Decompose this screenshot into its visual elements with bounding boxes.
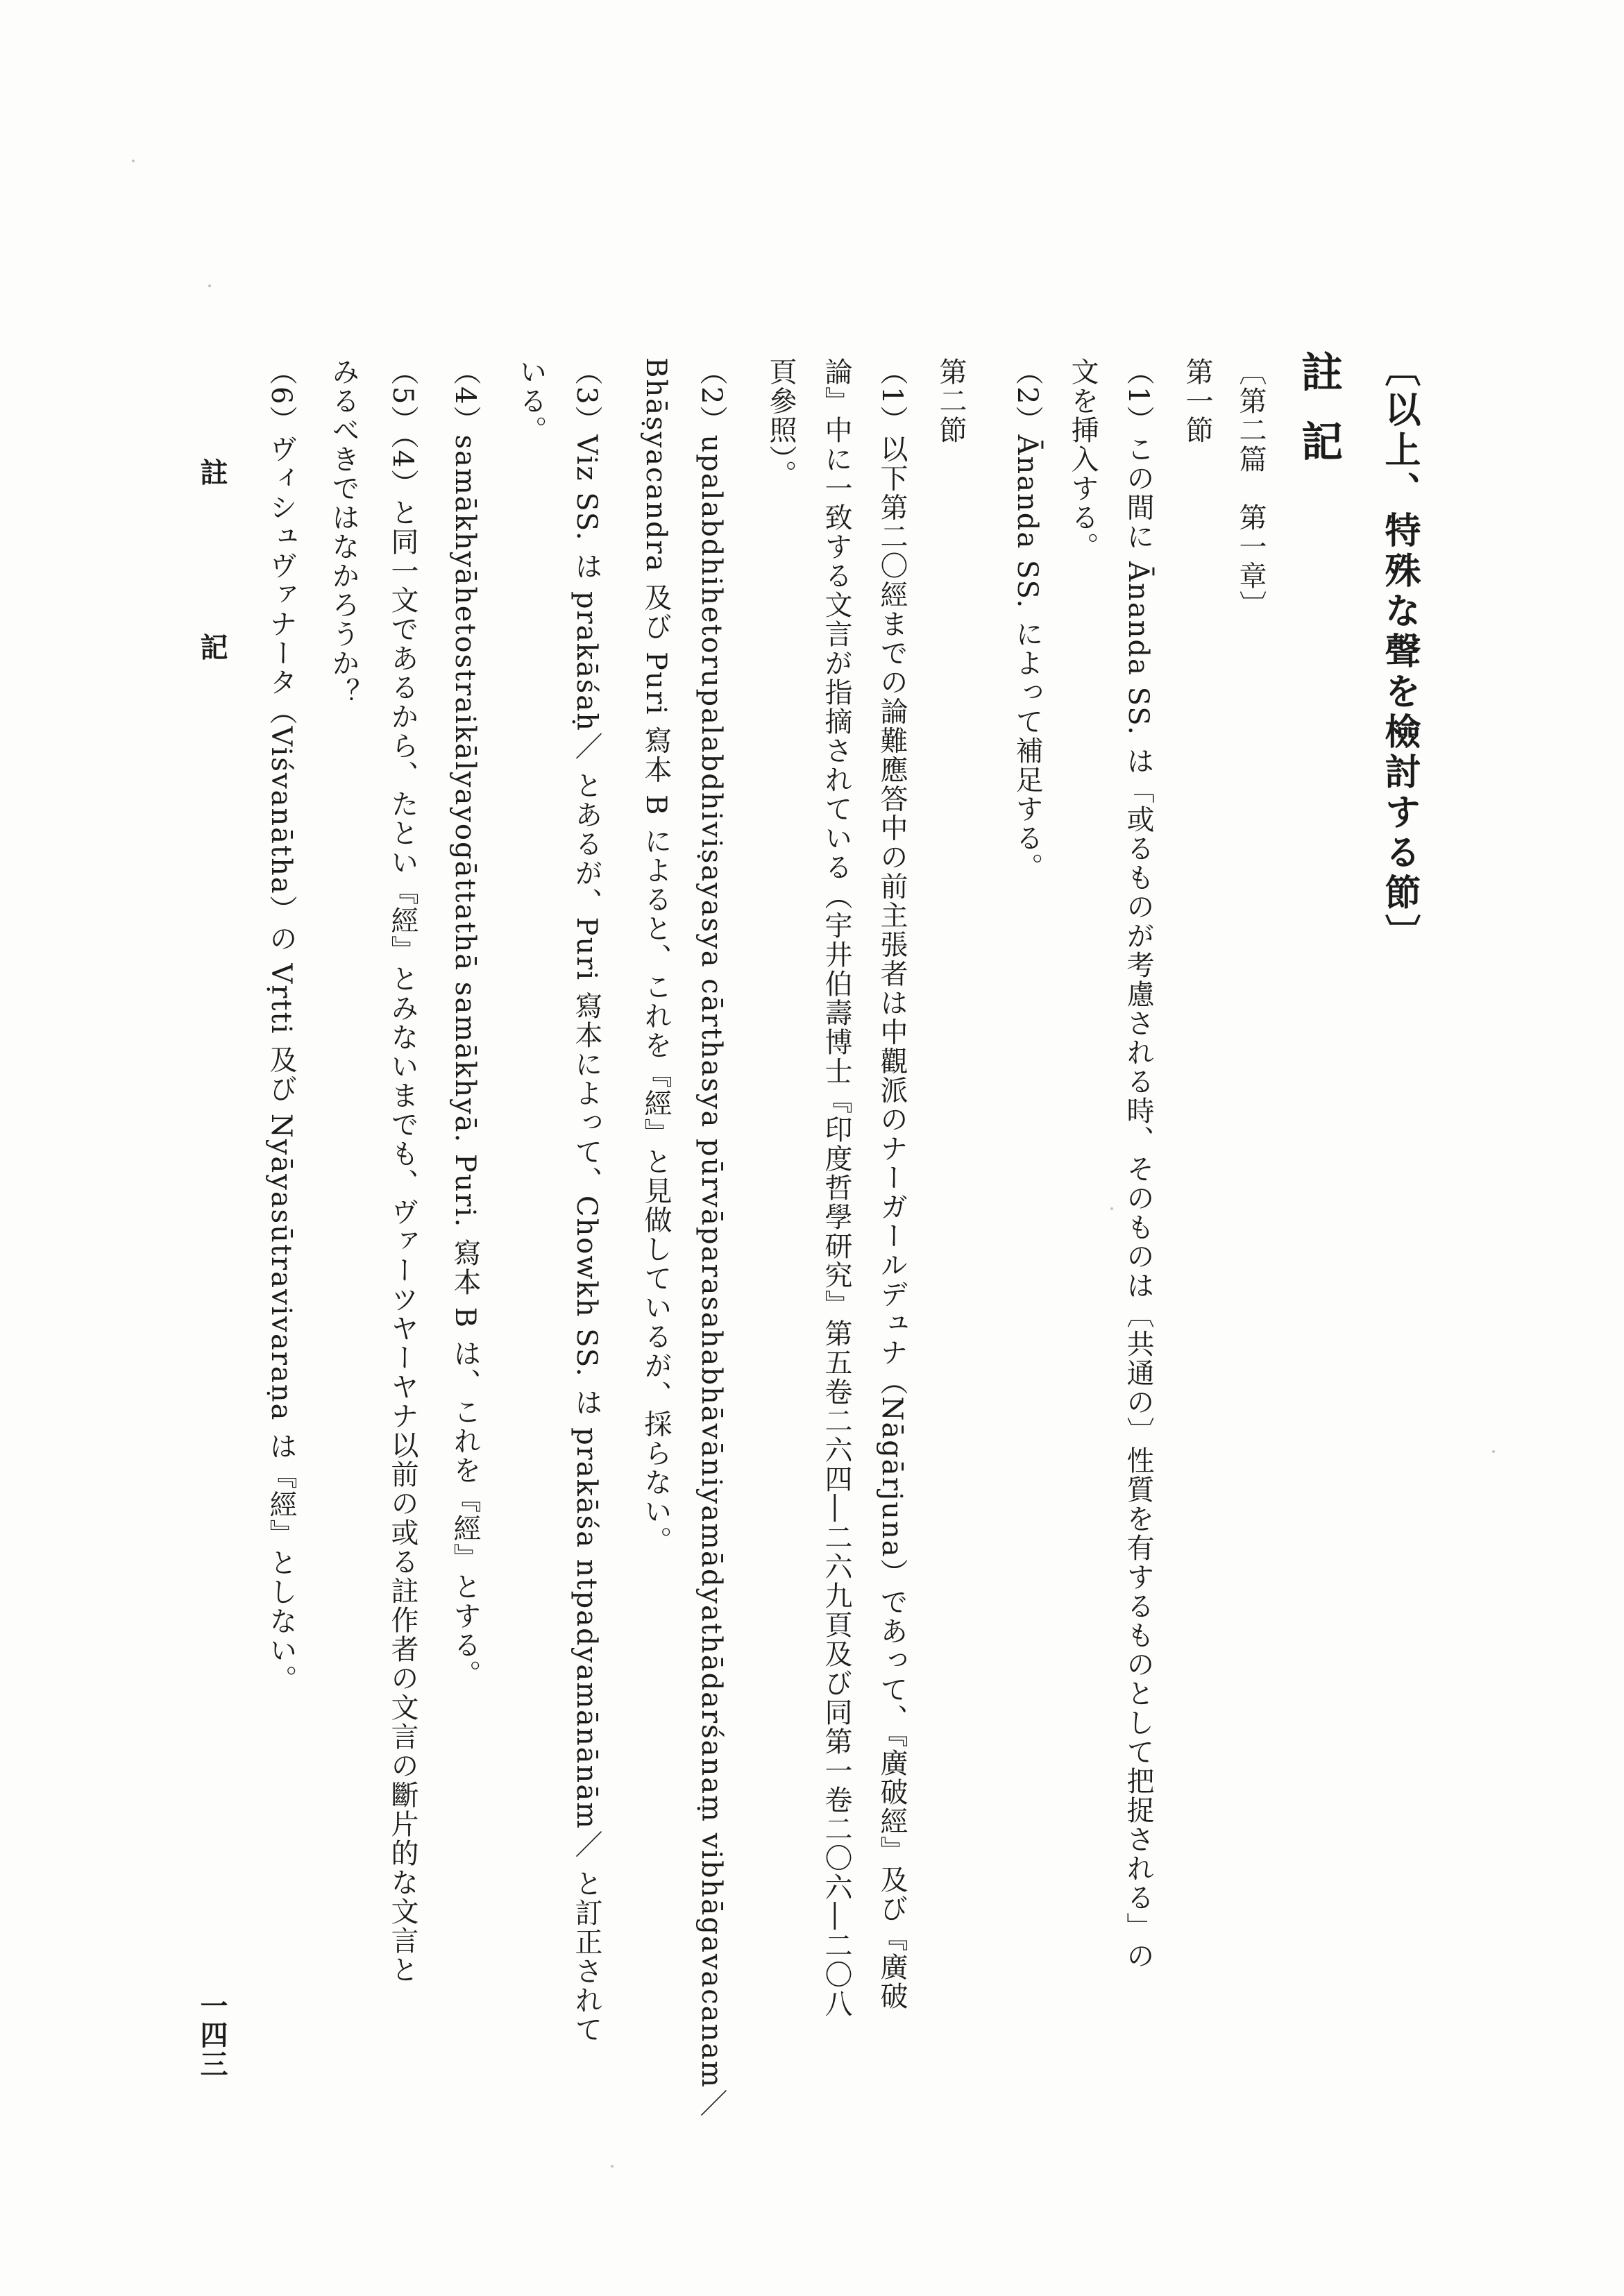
section2-note1-line1: （1）以下第二〇經までの論難應答中の前主張者は中觀派のナーガールデュナ（Nāgārjuna）であって、『廣破經』及び『廣破 — [876, 357, 908, 2011]
scan-speck — [1110, 1207, 1113, 1210]
section2-note6: （6）ヴィシュヴァナータ（Viśvanātha）の Vṛtti 及び Nyāyasūtravivaraṇa は『經』としない。 — [265, 357, 297, 1694]
running-title: 註 記 — [196, 458, 228, 662]
section1-note1-line2: 文を挿入する。 — [1067, 357, 1099, 561]
section2-note2-line1: （2）upalabdhihetorupalabdhiviṣayasya cārthasya pūrvāparasahabhāvāniyamādyathādarśanaṃ vibhāgavacanam／ — [695, 357, 727, 2118]
part-chapter-label: 〔第二篇 第一章〕 — [1235, 357, 1267, 620]
section2-note3-line2: いる。 — [515, 357, 547, 445]
section2-note5-line2: みるべきではなかろうか？ — [328, 357, 360, 707]
section2-label: 第二節 — [935, 357, 967, 445]
page-number: 一四三 — [196, 1991, 228, 2079]
section2-note1-line2: 論』中に一致する文言が指摘されている（宇井伯壽博士『印度哲學研究』第五卷二六四―二六九頁及び同第一卷二〇六―二〇八 — [820, 357, 852, 2018]
section1-label: 第一節 — [1181, 357, 1213, 445]
section2-note2-line2: Bhāṣyacandra 及び Puri 寫本 B によると、これを『經』と見做しているが、採らない。 — [640, 357, 672, 1556]
scan-speck — [132, 160, 135, 162]
scan-speck — [1492, 1450, 1495, 1453]
scan-speck — [208, 284, 211, 287]
section1-note1-line1: （1）この間に Ānanda SS. は「或るものが考慮される時、そのものは〔共通の〕性質を有するものとして把捉される」の — [1122, 357, 1154, 1971]
scan-speck — [611, 2165, 614, 2168]
section2-note4: （4）samākhyāhetostraikālyayogāttathā samākhyā. Puri. 寫本 B は、これを『經』とする。 — [449, 357, 481, 1689]
section2-note3-line1: （3）Viz SS. は prakāśaḥ／ とあるが、Puri 寫本によって、Chowkh SS. は prakāśa ntpadyamānānām／ と訂正されて — [570, 357, 602, 2044]
section-closing-note: 〔以上、特殊な聲を檢討する節〕 — [1378, 350, 1421, 954]
notes-heading: 註記 — [1294, 350, 1343, 489]
section1-note2: （2）Ānanda SS. によって補足する。 — [1011, 357, 1043, 882]
section2-note1-line3: 頁參照）。 — [765, 357, 797, 489]
section2-note5-line1: （5）（4）と同一文であるから、たとい『經』とみないまでも、ヴァーツヤーヤナ以前の或る註作者の文言の斷片的な文言と — [387, 357, 418, 1984]
